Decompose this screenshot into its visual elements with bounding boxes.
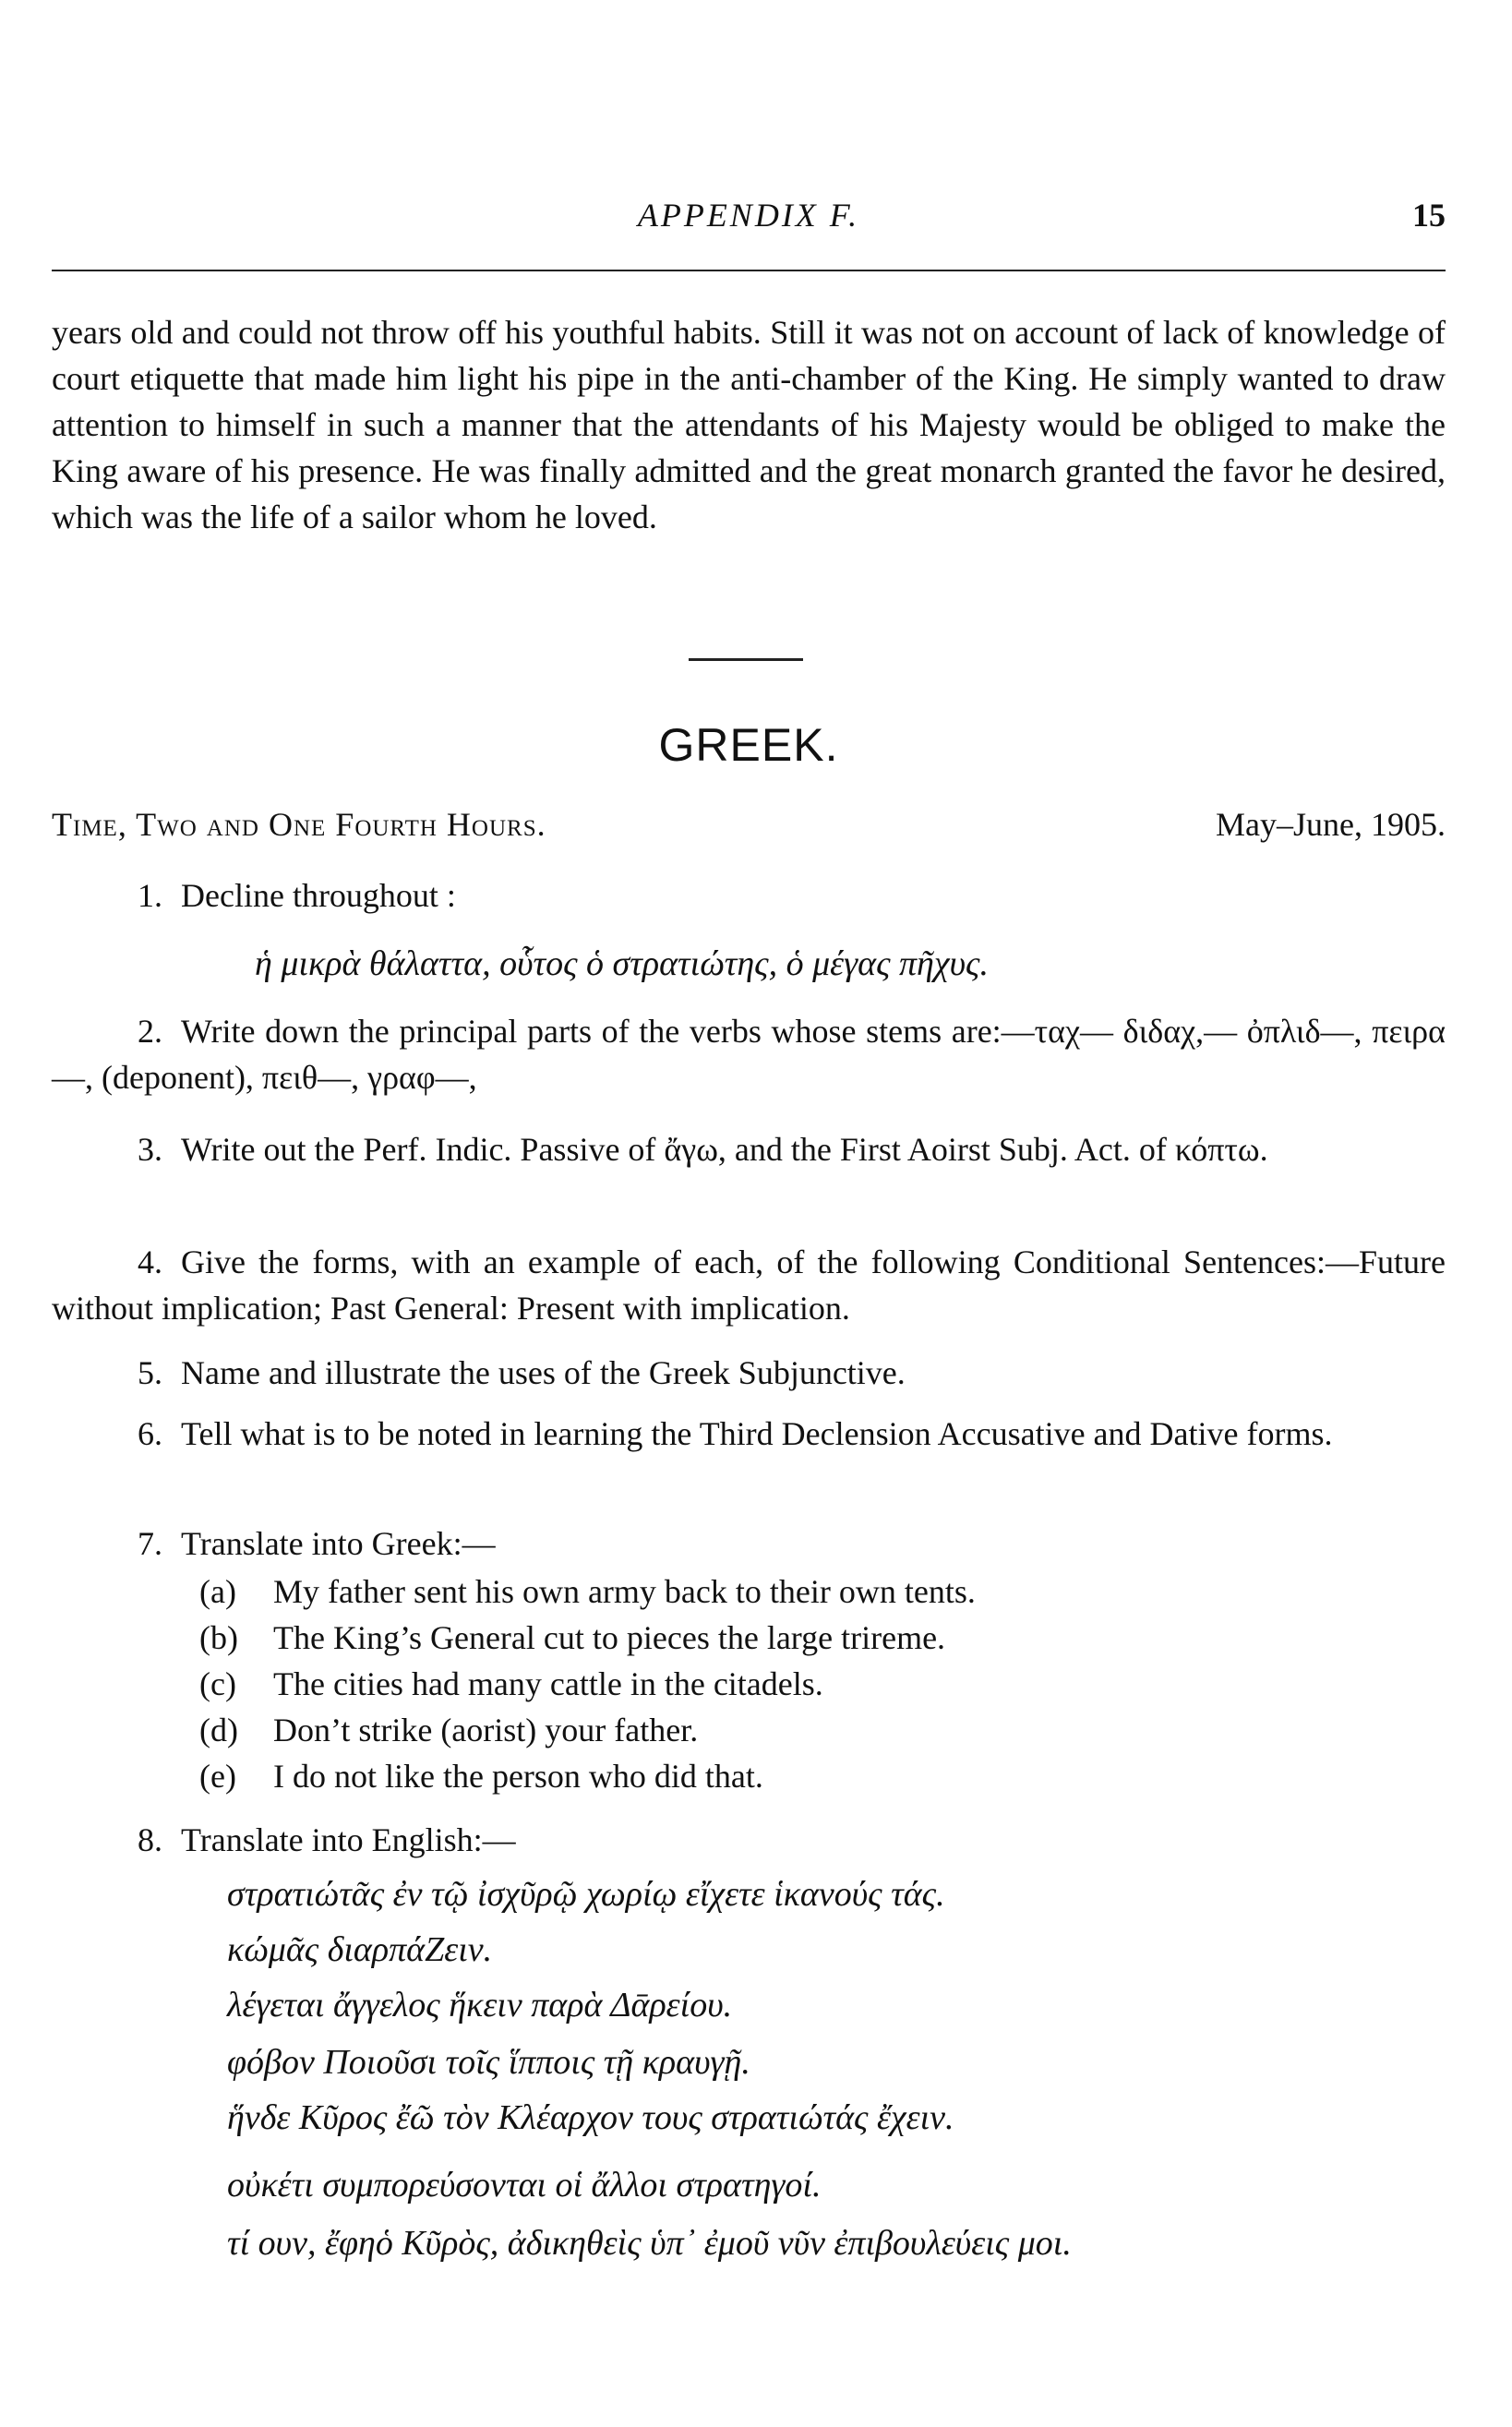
question-1-greek: ἡ μικρὰ θάλαττα, οὗτος ὁ στρατιώτης, ὁ μέγας πῆχυς.	[255, 944, 989, 983]
question-text: Write down the principal parts of the verbs whose stems are:—ταχ— διδαχ,— ὀπλιδ—, πειρα—, (deponent), πειθ—, γραφ—,	[52, 1013, 1446, 1096]
greek-passage-line: φόβον Ποιοῦσι τοῖς ἵπποις τῇ κραυγῇ.	[227, 2043, 750, 2082]
greek-passage-line: ἥνδε Κῦρος ἔῶ τὸν Κλέαρχον τους στρατιώτάς ἔχειν.	[227, 2098, 954, 2137]
section-divider	[689, 658, 803, 661]
item-label: (a)	[199, 1573, 236, 1610]
question-1	[52, 872, 1446, 919]
running-head	[52, 196, 1446, 238]
carryover-paragraph: years old and could not throw off his youthful habits. Still it was not on account of lack of knowledge of court etiquette that made him light his pipe in the anti-chamber of the King. He simply wanted to draw attention to himself in such a manner that the attendants of his Majesty would be obliged to make the King aware of his presence. He was finally admitted and the great monarch granted the favor he desired, which was the life of a sailor whom he loved.	[52, 314, 1446, 535]
item-label: (d)	[199, 1712, 238, 1748]
question-text: Translate into English:—	[181, 1821, 516, 1858]
question-4	[52, 1239, 1446, 1331]
question-text: Translate into Greek:—	[181, 1525, 496, 1562]
greek-passage-line: λέγεται ἄγγελος ἥκειν παρὰ Δᾱρείου.	[227, 1986, 733, 2025]
question-6	[52, 1411, 1446, 1457]
question-3	[52, 1126, 1446, 1172]
page-number: 15	[1412, 197, 1446, 234]
greek-passage-line: τί ουν, ἔφηὁ Κῦρὸς, ἀδικηθεὶς ὑπ᾽ ἐμοῦ νῦν ἐπιβουλεύεις μοι.	[227, 2224, 1072, 2263]
greek-passage-line: στρατιώτᾶς ἐν τῷ ἰσχῦρῷ χωρίῳ εἴχετε ἱκανούς τάς.	[227, 1875, 945, 1914]
translate-item	[199, 1572, 976, 1611]
question-number: 2.	[138, 1013, 162, 1050]
item-text: My father sent his own army back to their own tents.	[273, 1573, 976, 1610]
translate-item	[199, 1757, 763, 1796]
item-text: The cities had many cattle in the citadels.	[273, 1665, 823, 1702]
item-label: (c)	[199, 1665, 236, 1702]
question-7	[52, 1520, 1446, 1567]
question-number: 1.	[138, 877, 162, 914]
greek-passage-line: κώμᾶς διαρπάΖειν.	[227, 1930, 493, 1969]
header-divider	[52, 270, 1446, 271]
question-number: 7.	[138, 1525, 162, 1562]
greek-passage-line: οὐκέτι συμπορεύσονται οἱ ἄλλοι στρατηγοί.	[227, 2166, 822, 2205]
translate-item	[199, 1711, 698, 1749]
question-text: Write out the Perf. Indic. Passive of ἄγω, and the First Aoirst Subj. Act. of κόπτω.	[181, 1131, 1268, 1168]
question-8	[52, 1817, 1446, 1863]
question-text: Decline throughout :	[181, 877, 456, 914]
section-title: GREEK.	[658, 719, 839, 771]
running-title: APPENDIX F.	[637, 197, 860, 234]
question-number: 4.	[138, 1244, 162, 1280]
exam-time: Time, Two and One Fourth Hours.	[52, 806, 546, 843]
question-text: Name and illustrate the uses of the Greek Subjunctive.	[181, 1354, 906, 1391]
exam-date: May–June, 1905.	[1216, 806, 1446, 843]
question-number: 6.	[138, 1415, 162, 1452]
translate-item	[199, 1664, 823, 1703]
question-5	[52, 1350, 1446, 1396]
question-text: Tell what is to be noted in learning the Third Declension Accusative and Dative forms.	[181, 1415, 1333, 1452]
question-2	[52, 1008, 1446, 1100]
question-number: 3.	[138, 1131, 162, 1168]
question-text: Give the forms, with an example of each, of the following Conditional Sentences:—Future without implication; Past General: Present with implication.	[52, 1244, 1446, 1327]
question-number: 8.	[138, 1821, 162, 1858]
item-text: The King’s General cut to pieces the large trireme.	[273, 1619, 946, 1656]
exam-meta	[52, 805, 1446, 851]
item-label: (e)	[199, 1758, 236, 1795]
translate-item	[199, 1618, 945, 1657]
item-text: I do not like the person who did that.	[273, 1758, 763, 1795]
item-text: Don’t strike (aorist) your father.	[273, 1712, 699, 1748]
item-label: (b)	[199, 1619, 238, 1656]
question-number: 5.	[138, 1354, 162, 1391]
